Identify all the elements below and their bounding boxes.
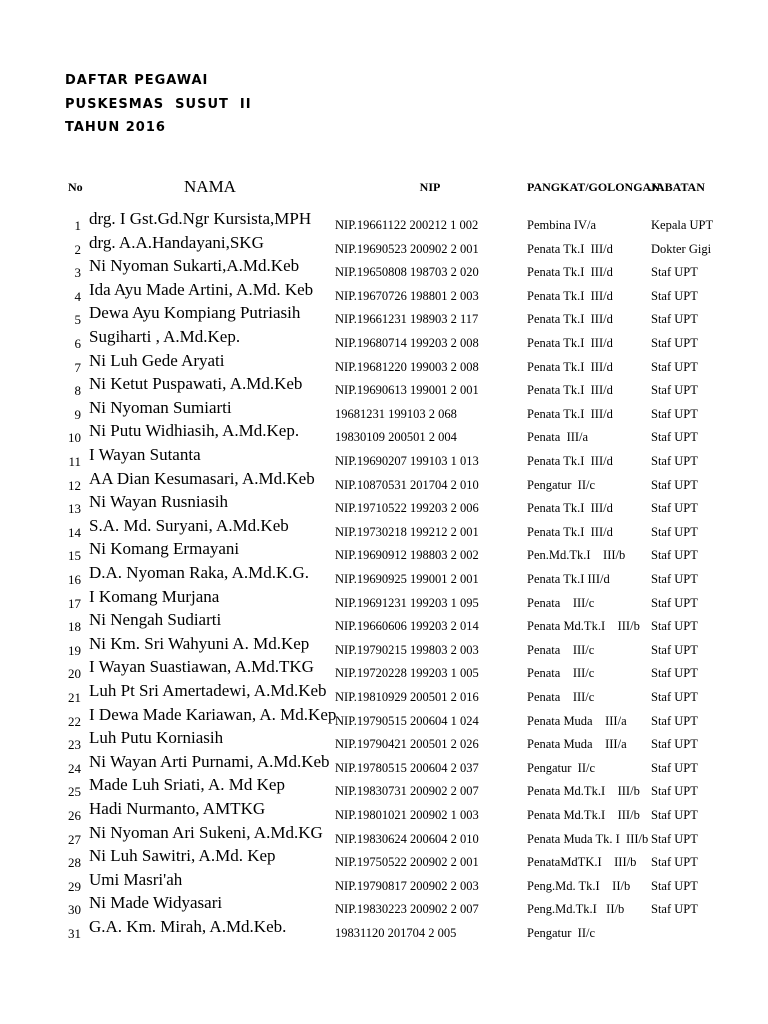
employee-rank: PenataMdTK.I III/b	[527, 855, 637, 870]
employee-position: Staf UPT	[651, 666, 698, 681]
row-number: 11	[68, 454, 81, 469]
col-header-pangkat: PANGKAT/GOLONGAN	[527, 180, 660, 194]
employee-rank: Penata III/a	[527, 430, 589, 445]
row-number: 12	[68, 477, 81, 493]
doc-subtitle: PUSKESMAS SUSUT II	[65, 97, 252, 112]
row-number: 30	[68, 902, 81, 918]
row-number: 18	[68, 619, 81, 635]
employee-position: Staf UPT	[651, 737, 698, 752]
employee-name: S.A. Md. Suryani, A.Md.Keb	[89, 515, 289, 535]
employee-name: Luh Pt Sri Amertadewi, A.Md.Keb	[89, 681, 327, 700]
employee-rank: Pengatur II/c	[527, 926, 596, 940]
employee-name: Sugiharti , A.Md.Kep.	[89, 327, 241, 346]
employee-rank: Pengatur II/c	[527, 760, 596, 775]
employee-nip: NIP.19690613 199001 2 001	[335, 383, 479, 398]
row-number: 15	[68, 548, 81, 564]
row-number: 13	[68, 501, 81, 517]
row-number: 26	[68, 808, 81, 823]
row-number: 21	[68, 690, 81, 705]
row-number: 17	[68, 595, 81, 611]
employee-position: Staf UPT	[651, 501, 698, 516]
employee-rank: Penata Tk.I III/d	[527, 359, 613, 374]
employee-rank: Pembina IV/a	[527, 218, 597, 232]
row-number: 28	[68, 855, 81, 871]
employee-position: Staf UPT	[651, 454, 698, 468]
employee-rank: Peng.Md. Tk.I II/b	[527, 878, 631, 893]
employee-position: Staf UPT	[651, 265, 698, 280]
employee-nip: NIP.19691231 199203 1 095	[335, 595, 479, 610]
employee-name: Ni Ketut Puspawati, A.Md.Keb	[89, 374, 303, 394]
employee-rank: Penata III/c	[527, 595, 595, 610]
employee-nip: 19830109 200501 2 004	[335, 430, 457, 445]
col-header-nama: NAMA	[184, 177, 236, 196]
employee-name: Ni Nyoman Sukarti,A.Md.Keb	[89, 256, 300, 276]
employee-name: Ni Komang Ermayani	[89, 539, 240, 559]
employee-rank: Penata Tk.I III/d	[527, 501, 613, 516]
employee-nip: NIP.19650808 198703 2 020	[335, 265, 479, 280]
employee-rank: Penata Muda III/a	[527, 713, 627, 728]
employee-rank: Penata Tk.I III/d	[527, 265, 613, 280]
employee-nip: NIP.19750522 200902 2 001	[335, 855, 479, 870]
employee-nip: NIP.19790215 199803 2 003	[335, 642, 479, 657]
doc-year: TAHUN 2016	[65, 120, 166, 135]
employee-nip: NIP.19670726 198801 2 003	[335, 288, 479, 303]
employee-position: Staf UPT	[651, 831, 698, 846]
col-header-jabatan: JABATAN	[650, 180, 705, 194]
row-number: 3	[74, 265, 81, 281]
employee-name: D.A. Nyoman Raka, A.Md.K.G.	[89, 563, 310, 582]
employee-nip: NIP.19661231 198903 2 117	[335, 312, 479, 327]
employee-nip: NIP.19681220 199003 2 008	[335, 359, 479, 374]
employee-nip: NIP.19660606 199203 2 014	[335, 619, 479, 634]
employee-name: Ni Nengah Sudiarti	[89, 610, 222, 630]
employee-rank: Penata Tk.I III/d	[527, 288, 613, 303]
row-number: 25	[68, 784, 81, 800]
employee-name: Ida Ayu Made Artini, A.Md. Keb	[89, 279, 314, 299]
employee-nip: NIP.19661122 200212 1 002	[335, 218, 479, 232]
employee-rank: Penata III/c	[527, 690, 595, 704]
employee-rank: Pen.Md.Tk.I III/b	[527, 548, 626, 563]
employee-rank: Penata Tk.I III/d	[527, 454, 613, 468]
row-number: 20	[68, 666, 81, 682]
row-number: 4	[74, 288, 81, 304]
employee-position: Staf UPT	[651, 619, 698, 634]
employee-nip: NIP.19690925 199001 2 001	[335, 572, 479, 586]
employee-name: Ni Putu Widhiasih, A.Md.Kep.	[89, 421, 300, 441]
employee-rank: Penata Tk.I III/d	[527, 312, 613, 327]
employee-rank: Penata Muda Tk. I III/b	[527, 831, 649, 846]
employee-name: Ni Luh Sawitri, A.Md. Kep	[89, 846, 276, 866]
employee-position: Staf UPT	[651, 784, 698, 799]
employee-rank: Penata Tk.I III/d	[527, 572, 610, 586]
employee-nip: NIP.19830624 200604 2 010	[335, 831, 479, 846]
row-number: 2	[74, 241, 81, 257]
employee-position: Staf UPT	[651, 878, 698, 893]
employee-name: Made Luh Sriati, A. Md Kep	[89, 775, 285, 795]
employee-nip: NIP.10870531 201704 2 010	[335, 477, 479, 492]
row-number: 23	[68, 737, 81, 753]
employee-nip: NIP.19830223 200902 2 007	[335, 902, 479, 917]
employee-position: Staf UPT	[651, 690, 698, 704]
employee-rank: Peng.Md.Tk.I II/b	[527, 902, 625, 917]
employee-position: Staf UPT	[651, 524, 698, 539]
row-number: 16	[68, 572, 81, 587]
employee-name: G.A. Km. Mirah, A.Md.Keb.	[89, 917, 287, 936]
row-number: 9	[74, 406, 81, 422]
employee-position: Staf UPT	[651, 406, 698, 421]
row-number: 24	[68, 760, 81, 776]
employee-name: drg. I Gst.Gd.Ngr Kursista,MPH	[89, 209, 312, 228]
employee-rank: Penata Tk.I III/d	[527, 241, 613, 256]
col-header-nip: NIP	[419, 180, 441, 194]
employee-position: Staf UPT	[651, 383, 698, 398]
employee-nip: NIP.19690207 199103 1 013	[335, 454, 479, 468]
employee-rank: Penata III/c	[527, 642, 595, 657]
table-row	[0, 917, 768, 947]
employee-position: Staf UPT	[651, 312, 698, 327]
employee-nip: NIP.19690912 198803 2 002	[335, 548, 479, 563]
row-number: 27	[68, 831, 81, 847]
employee-position: Kepala UPT	[651, 218, 714, 232]
employee-rank: Penata Muda III/a	[527, 737, 627, 752]
employee-name: AA Dian Kesumasari, A.Md.Keb	[89, 468, 315, 488]
employee-position: Staf UPT	[651, 595, 698, 610]
employee-position: Staf UPT	[651, 359, 698, 374]
row-number: 5	[74, 312, 81, 328]
employee-rank: Penata Md.Tk.I III/b	[527, 808, 640, 822]
employee-name: I Dewa Made Kariawan, A. Md.Kep	[89, 704, 337, 724]
employee-nip: NIP.19810929 200501 2 016	[335, 690, 479, 704]
employee-nip: NIP.19790515 200604 1 024	[335, 713, 479, 728]
row-number: 22	[68, 713, 81, 729]
employee-name: Ni Nyoman Ari Sukeni, A.Md.KG	[89, 822, 323, 842]
employee-rank: Penata Tk.I III/d	[527, 524, 613, 539]
employee-name: I Wayan Suastiawan, A.Md.TKG	[89, 657, 314, 677]
row-number: 1	[74, 218, 81, 233]
row-number: 29	[68, 878, 81, 894]
employee-position: Staf UPT	[651, 477, 698, 492]
employee-position: Staf UPT	[651, 808, 698, 822]
employee-name: Ni Km. Sri Wahyuni A. Md.Kep	[89, 633, 310, 653]
employee-name: drg. A.A.Handayani,SKG	[89, 232, 264, 252]
employee-nip: NIP.19790817 200902 2 003	[335, 878, 479, 893]
employee-name: Umi Masri'ah	[89, 869, 183, 889]
employee-rank: Penata Tk.I III/d	[527, 406, 613, 421]
employee-nip: 19831120 201704 2 005	[335, 926, 457, 940]
row-number: 8	[74, 383, 81, 399]
employee-name: Ni Nyoman Sumiarti	[89, 397, 232, 417]
employee-position: Staf UPT	[651, 336, 698, 350]
employee-position: Staf UPT	[651, 713, 698, 728]
employee-position: Staf UPT	[651, 642, 698, 657]
employee-name: Hadi Nurmanto, AMTKG	[89, 799, 266, 818]
employee-position: Staf UPT	[651, 572, 698, 586]
employee-name: Ni Made Widyasari	[89, 893, 223, 913]
employee-name: Luh Putu Korniasih	[89, 728, 224, 748]
employee-nip: NIP.19680714 199203 2 008	[335, 336, 479, 350]
employee-nip: NIP.19780515 200604 2 037	[335, 760, 479, 775]
employee-position: Staf UPT	[651, 855, 698, 870]
employee-rank: Penata Md.Tk.I III/b	[527, 784, 640, 799]
employee-nip: NIP.19690523 200902 2 001	[335, 241, 479, 256]
employee-position: Dokter Gigi	[651, 241, 712, 256]
row-number: 19	[68, 642, 81, 658]
row-number: 7	[74, 359, 81, 375]
employee-nip: NIP.19830731 200902 2 007	[335, 784, 479, 799]
employee-nip: NIP.19790421 200501 2 026	[335, 737, 479, 752]
employee-name: I Komang Murjana	[89, 586, 220, 606]
employee-rank: Pengatur II/c	[527, 477, 596, 492]
employee-position: Staf UPT	[651, 902, 698, 917]
doc-title: DAFTAR PEGAWAI	[65, 73, 209, 88]
row-number: 14	[68, 524, 81, 540]
row-number: 10	[68, 430, 81, 446]
employee-rank: Penata Md.Tk.I III/b	[527, 619, 640, 634]
employee-position: Staf UPT	[651, 760, 698, 775]
employee-name: Ni Luh Gede Aryati	[89, 350, 225, 370]
employee-rank: Penata III/c	[527, 666, 595, 681]
employee-rank: Penata Tk.I III/d	[527, 383, 613, 398]
row-number: 31	[68, 926, 81, 941]
employee-name: Ni Wayan Arti Purnami, A.Md.Keb	[89, 751, 330, 771]
employee-nip: NIP.19720228 199203 1 005	[335, 666, 479, 681]
row-number: 6	[74, 336, 81, 351]
employee-rank: Penata Tk.I III/d	[527, 336, 613, 350]
employee-position: Staf UPT	[651, 548, 698, 563]
col-header-no: No	[68, 180, 83, 194]
employee-name: I Wayan Sutanta	[89, 445, 201, 464]
employee-position: Staf UPT	[651, 288, 698, 303]
employee-name: Ni Wayan Rusniasih	[89, 492, 229, 512]
employee-nip: NIP.19801021 200902 1 003	[335, 808, 479, 822]
employee-name: Dewa Ayu Kompiang Putriasih	[89, 303, 301, 323]
employee-nip: NIP.19710522 199203 2 006	[335, 501, 479, 516]
employee-nip: 19681231 199103 2 068	[335, 406, 457, 421]
employee-nip: NIP.19730218 199212 2 001	[335, 524, 479, 539]
employee-position: Staf UPT	[651, 430, 698, 445]
